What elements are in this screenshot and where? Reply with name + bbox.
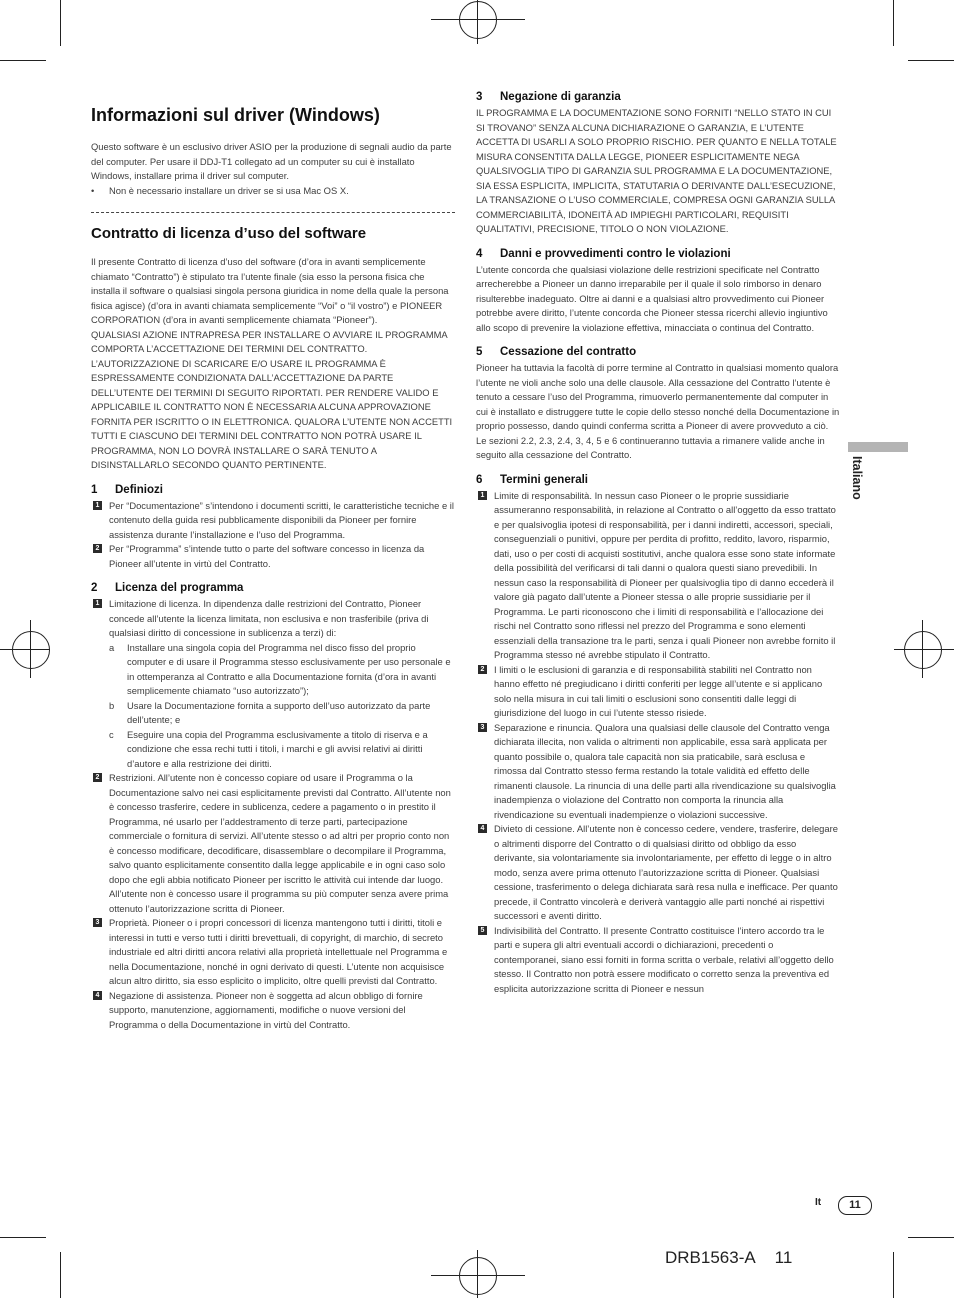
document-code: DRB1563-A 11 <box>665 1248 793 1267</box>
section-2-item-4: 4 Negazione di assistenza. Pioneer non è soggetta ad alcun obbligo di fornire supporto, manutenzione, aggiornamenti, modifiche o nuove versioni del Programma o della Documentazione in virtù del Contratto. <box>91 989 455 1033</box>
section-2-sub-b: b Usare la Documentazione fornita a supporto dell’uso autorizzato da parte dell’utente; e <box>109 699 431 725</box>
section-4-heading: 4 Danni e provvedimenti contro le violazioni <box>476 247 731 260</box>
section-2-item-1: 1 Limitazione di licenza. In dipendenza dalle restrizioni del Contratto, Pioneer concede all’utente la licenza limitata, non esclusiva e non trasferibile (priva di qualsiasi diritto di concessione in sublicenza a terzi) di: <box>91 597 455 641</box>
crop-mark <box>893 1252 894 1298</box>
section-6-item-1: 1 Limite di responsabilità. In nessun caso Pioneer o le proprie sussidiarie assumeranno responsabilità, in relazione al Contratto o all’oggetto da esso trattato e per qualsivoglia ipotesi di responsabilità, per i danni indiretti, accessori, speciali, conseguenziali o punitivi, oppure per perdita di profitto, reddito, lavoro, risparmio, dati, uso o per costi di acquisti sostitutivi, anche qualora esse sono state informate della possibilità del verificarsi di tali danni o qualora questi siano prevedibili. In nessun caso la responsabilità di Pioneer per qualsivoglia tipo di danno eccederà il valore già pagato dall’utente a Pioneer stessa o alle proprie sussidiarie per il Programma. Le parti riconoscono che i limiti di responsabilità e l’allocazione dei rischi nel Contratto sono riflessi nel prezzo del Programma e sono elementi essenziali della transazione tra le parti, senza i quali Pioneer non avrebbe fornito il Programma stesso né avrebbe stipulato il Contratto. <box>476 489 840 663</box>
crop-mark <box>60 0 61 46</box>
section-6-item-4: 4 Divieto di cessione. All’utente non è concesso cedere, vendere, trasferire, delegare o altrimenti disporre del Contratto o di qualsiasi diritto od obbligo da esso derivante, sia volontariamente sia involontariamente, per effetto di legge o in altro modo, senza avere prima ottenuto l’autorizzazione scritta di Pioneer. Qualsiasi cessione, trasferimento o delega dichiarata sarà resa nulla e inefficace. Per quanto precede, il Contratto vincolerà e deriverà vantaggio alle parti nonché ai rispettivi successori e aventi diritto. <box>476 822 840 924</box>
section-6-item-2: 2 I limiti o le esclusioni di garanzia e di responsabilità stabiliti nel Contratto non hanno effetto né pregiudicano i diritti conferiti per legge all’utente e si applicano solo nella misura in cui tali limiti o esclusioni sono consentiti dalle leggi di giurisdizione del luogo in cui l’utente stesso risiede. <box>476 663 840 721</box>
license-paragraph-1: Il presente Contratto di licenza d’uso del software (d’ora in avanti semplicemente chiamato “Contratto”) è stipulato tra l’utente finale (sia esso la persona fisica che installa il software o qualsiasi singola persona giuridica in nome della quale la persona fisica agisce) (d’ora in avanti chiamata semplicemente “Voi” o “il vostro”) e PIONEER CORPORATION (d’ora in avanti semplicemente chiamata “Pioneer”). <box>91 256 449 325</box>
section-2-sub-a: a Installare una singola copia del Programma nel disco fisso del proprio computer e di usare il Programma stesso esclusivamente per uso personale e in ottemperanza al Contratto e alla Documentazione fornita (d’ora in avanti semplicemente chiamato “uso autorizzato”); <box>109 641 451 696</box>
crop-mark <box>0 1237 46 1238</box>
crop-mark <box>60 1252 61 1298</box>
section-3-heading: 3 Negazione di garanzia <box>476 91 621 103</box>
language-tab-label: Italiano <box>850 456 864 500</box>
section-3-text: IL PROGRAMMA E LA DOCUMENTAZIONE SONO FORNITI “NELLO STATO IN CUI SI TROVANO” SENZA ALCUNA DICHIARAZIONE O GARANZIA, E L’UTENTE ACCETTA DI USARLI A SOLO PROPRIO RISCHIO. PER QUANTO E NELLA TOTALE MISURA CONSENTITA DALLA LEGGE, PIONEER ESPLICITAMENTE NEGA QUALSIVOGLIA TIPO DI GARANZIA SUL PROGRAMMA E LA DOCUMENTAZIONE, SIA ESSA ESPLICITA, IMPLICITA, STATUTARIA O DERIVANTE DALL’ESECUZIONE, LA TRANSAZIONE O L’USO COMMERCIALE, COMPRESA OGNI GARANZIA SULLA COMMERCIABILITÀ, IDONEITÀ AD IMPIEGHI PARTICOLARI, REQUISITI QUALITATIVI, PRECISIONE, TITOLO O NON VIOLAZIONE. <box>476 107 837 234</box>
section-4-text: L’utente concorda che qualsiasi violazione delle restrizioni specificate nel Contratto arrecherebbe a Pioneer un danno irreparabile per il quale il solo rimborso in denaro risulterebbe inadeguato. Oltre ai danni e a qualsiasi altro provvedimento cui Pioneer potrebbe avere diritto, l’utente concorda che Pioneer stessa ricerchi allevio ingiuntivo allo scopo di prevenire la violazione effettiva, minacciata o continua del Contratto. <box>476 263 828 333</box>
crop-mark <box>908 60 954 61</box>
language-tab-bar <box>848 442 908 452</box>
section-divider <box>91 212 455 213</box>
section-6-heading: 6 Termini generali <box>476 473 588 486</box>
crop-mark <box>0 60 46 61</box>
right-column <box>476 80 840 996</box>
section-2-heading: 2 Licenza del programma <box>91 582 244 594</box>
left-column <box>91 104 455 1032</box>
section-2-item-3: 3 Proprietà. Pioneer o i propri concessori di licenza mantengono tutti i diritti, titoli e interessi in tutti e verso tutti i diritti brevettuali, di copyright, di marchio, di secreto industriale ed altri diritti ancora relativi alla proprietà intellettuale nel Programma e nella Documentazione, nonché in ogni derivato di questi. L’utente non acquisisce alcun altro diritto, sia esso esplicito o implicito, oltre quelli previsti dal Contratto. <box>91 916 455 989</box>
page-title: Informazioni sul driver (Windows) <box>91 105 380 125</box>
crop-mark <box>908 1237 954 1238</box>
crop-mark <box>893 0 894 46</box>
section-5-heading: 5 Cessazione del contratto <box>476 346 637 358</box>
section-1-item-2: 2 Per “Programma” s’intende tutto o parte del software concesso in licenza da Pioneer all’utente in virtù del Contratto. <box>91 542 455 571</box>
section-6-item-5: 5 Indivisibilità del Contratto. Il presente Contratto costituisce l’intero accordo tra le parti e supera gli altri eventuali accordi o dichiarazioni, precedenti o contemporanei, siano essi forniti in forma scritta o verbale, relativi all’oggetto dello stesso. Il Contratto non potrà essere modificato o corretto senza la preventiva ed esplicita autorizzazione scritta di Pioneer e nessun <box>476 924 840 997</box>
section-2-item-2: 2 Restrizioni. All’utente non è concesso copiare od usare il Programma o la Documentazione salvo nei casi esplicitamente previsti dal Contratto. All’utente non è concesso trasferire, cedere in sublicenza, cedere a pagamento o in prestito il Programma, né usarlo per l’addestramento di terze parti, partecipazione commerciale o fornitura di servizi. All’utente stesso o ad altri per proprio conto non è concesso modificare, decodificare, disassemblare o decompilare il Programma, salvo quanto esplicitamente consentito dalla legge applicabile e in ogni caso solo dopo che egli abbia notificato Pioneer per iscritto le attività cui intende dar luogo. All’utente non è concesso usare il programma su più computer senza avere prima ottenuto l’autorizzazione scritta di Pioneer. <box>91 771 455 916</box>
page-language: It <box>815 1197 822 1208</box>
license-title: Contratto di licenza d’uso del software <box>91 225 367 242</box>
section-6-item-3: 3 Separazione e rinuncia. Qualora una qualsiasi delle clausole del Contratto venga dichiarata illecita, non valida o altrimenti non applicabile, essa sarà applicata per quanto possibile o, qualora tale capacità non sia praticabile, sarà esclusa e rimossa dal Contratto stesso ferma restando la totale validità ed effetto delle rimanenti clausole. La rinuncia di una delle parti alla rivendicazione su qualsivoglia inadempienza o violazione del Contratto non comporta la rinuncia alla rivendicazione su eventuali inadempienze o violazioni successive. <box>476 721 840 823</box>
intro-paragraph: Questo software è un esclusivo driver ASIO per la produzione di segnali audio da parte del computer. Per usare il DDJ-T1 collegato ad un computer su cui è installato Windows, installare prima il driver sul computer. <box>91 141 452 181</box>
intro-bullet: • Non è necessario installare un driver se si usa Mac OS X. <box>91 184 455 199</box>
license-paragraph-2: QUALSIASI AZIONE INTRAPRESA PER INSTALLARE O AVVIARE IL PROGRAMMA COMPORTA L’ACCETTAZIONE DEI TERMINI DEL CONTRATTO. L’AUTORIZZAZIONE DI SCARICARE E/O USARE IL PROGRAMMA È ESPRESSAMENTE CONDIZIONATA DALL’ACCETTAZIONE DA PARTE DELL’UTENTE DEI TERMINI DI SEGUITO RIPORTATI. PER RENDERE VALIDO E APPLICABILE IL CONTRATTO NON È NECESSARIA ALCUNA APPROVAZIONE FORNITA PER ISCRITTO O IN ELETTRONICA. QUALORA L’UTENTE NON ACCETTI TUTTI E CIASCUNO DEI TERMINI DEL CONTRATTO NON POTRÀ USARE IL PROGRAMMA, NON LO DOVRÀ INSTALLARE O SARÀ TENUTO A DISINSTALLARLO SECONDO QUANTO PERTINENTE. <box>91 328 453 470</box>
section-2-sub-c: c Eseguire una copia del Programma esclusivamente a titolo di riserva e a condizione che essa rechi tutti i titoli, i marchi e gli avvisi relativi ai diritti d’autore e alla restrizione dei diritti. <box>109 728 428 769</box>
section-1-item-1: 1 Per “Documentazione” s’intendono i documenti scritti, le caratteristiche tecniche e il contenuto della guida resi pubblicamente disponibili da Pioneer per fornire assistenza durante l’installazione e l’uso del Programma. <box>91 499 455 543</box>
section-1-heading: 1 Definiozi <box>91 483 163 496</box>
section-5-text: Pioneer ha tuttavia la facoltà di porre termine al Contratto in qualsiasi momento qualora l’utente ne violi anche solo una delle clausole. Alla cessazione del Contratto l’utente è tenuto a cessare l’uso del Programma, rimuoverlo permanentemente dal computer in cui è installato e distruggere tutte le copie dello stesso nonché della Documentazione in proprio possesso, dando quindi conferma scritta a Pioneer di avere provveduto a ciò. Le sezioni 2.2, 2.3, 2.4, 3, 4, 5 e 6 continueranno tuttavia a rimanere valide anche in seguito alla cessazione del Contratto. <box>476 362 840 460</box>
page-number: 11 <box>838 1196 872 1215</box>
